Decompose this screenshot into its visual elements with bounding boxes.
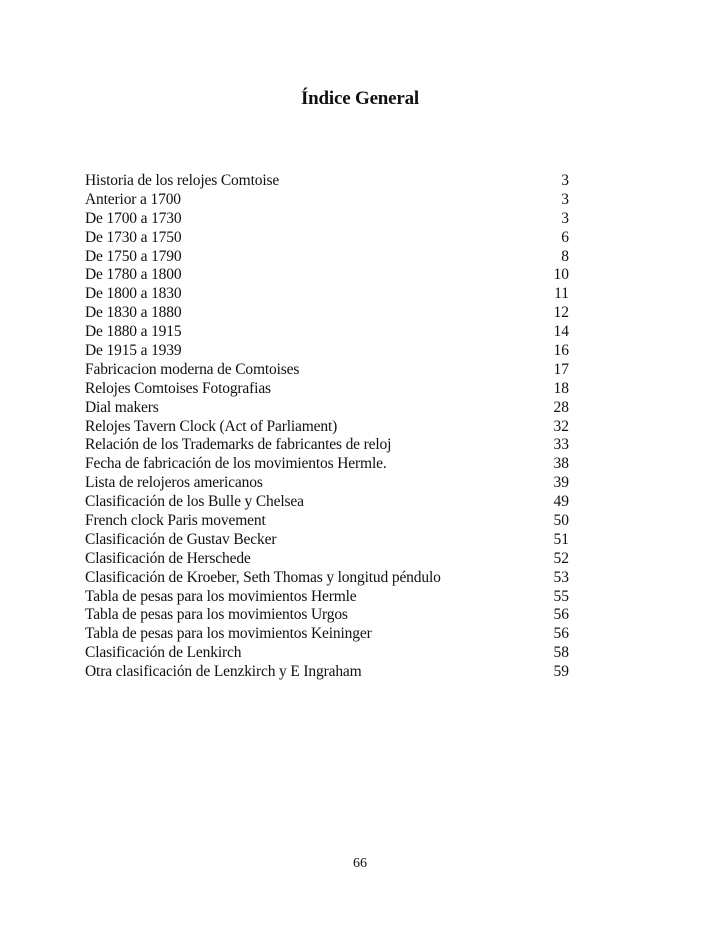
table-of-contents <box>85 172 569 682</box>
toc-entry-page: 39 <box>553 474 569 492</box>
toc-entry-label: Tabla de pesas para los movimientos Hermle <box>85 587 357 605</box>
toc-entry <box>85 210 569 229</box>
toc-entry-label: Fabricacion moderna de Comtoises <box>85 360 300 378</box>
toc-entry-label: Otra clasificación de Lenzkirch y E Ingraham <box>85 663 362 681</box>
toc-entry-page: 38 <box>553 455 569 473</box>
toc-entry-label: Dial makers <box>85 398 159 416</box>
toc-entry-label: Historia de los relojes Comtoise <box>85 172 280 189</box>
toc-entry <box>85 644 569 663</box>
toc-entry-page: 8 <box>561 247 569 265</box>
page-number: 66 <box>353 856 367 871</box>
toc-entry-page: 53 <box>553 568 569 586</box>
toc-entry-page: 28 <box>553 398 569 416</box>
toc-entry <box>85 191 569 210</box>
toc-entry <box>85 663 569 682</box>
toc-entry <box>85 229 569 248</box>
toc-entry <box>85 493 569 512</box>
toc-entry-label: Fecha de fabricación de los movimientos Hermle. <box>85 455 387 473</box>
toc-entry-page: 14 <box>553 323 569 341</box>
toc-entry-page: 16 <box>553 342 569 360</box>
toc-entry-label: De 1880 a 1915 <box>85 323 182 341</box>
toc-entry-label: Tabla de pesas para los movimientos Urgos <box>85 606 348 624</box>
toc-entry-label: De 1800 a 1830 <box>85 285 182 303</box>
toc-entry-label: Anterior a 1700 <box>85 190 181 208</box>
toc-entry-page: 3 <box>561 190 569 208</box>
toc-entry-label: French clock Paris movement <box>85 512 266 530</box>
toc-entry-label: De 1700 a 1730 <box>85 209 182 227</box>
toc-entry <box>85 380 569 399</box>
toc-entry <box>85 172 569 191</box>
toc-entry-page: 56 <box>553 606 569 624</box>
toc-entry-label: Clasificación de Lenkirch <box>85 644 242 662</box>
toc-entry-label: De 1730 a 1750 <box>85 228 182 246</box>
toc-entry-page: 12 <box>553 304 569 322</box>
toc-entry-page: 55 <box>553 587 569 605</box>
toc-entry <box>85 248 569 267</box>
toc-entry <box>85 512 569 531</box>
toc-entry-page: 33 <box>553 436 569 454</box>
toc-entry-page: 51 <box>553 530 569 548</box>
toc-entry-label: Clasificación de Kroeber, Seth Thomas y longitud péndulo <box>85 568 441 586</box>
toc-entry-page: 50 <box>553 512 569 530</box>
toc-entry-page: 52 <box>553 549 569 567</box>
toc-entry-label: De 1750 a 1790 <box>85 247 182 265</box>
toc-entry <box>85 342 569 361</box>
toc-entry-label: Tabla de pesas para los movimientos Keininger <box>85 625 372 643</box>
toc-entry-label: De 1780 a 1800 <box>85 266 182 284</box>
toc-entry-page: 10 <box>553 266 569 284</box>
toc-entry <box>85 606 569 625</box>
toc-entry <box>85 436 569 455</box>
toc-entry-page: 58 <box>553 644 569 662</box>
toc-entry-page: 17 <box>553 360 569 378</box>
toc-entry-label: De 1830 a 1880 <box>85 304 182 322</box>
toc-entry <box>85 588 569 607</box>
page-title: Índice General <box>300 88 420 109</box>
toc-entry-label: Relojes Tavern Clock (Act of Parliament) <box>85 417 338 435</box>
toc-entry-page: 11 <box>554 285 569 303</box>
toc-entry-label: Clasificación de Gustav Becker <box>85 530 277 548</box>
toc-entry-page: 32 <box>553 417 569 435</box>
toc-entry <box>85 569 569 588</box>
toc-entry-label: De 1915 a 1939 <box>85 342 182 360</box>
toc-entry <box>85 418 569 437</box>
toc-entry-page: 18 <box>553 379 569 397</box>
toc-entry <box>85 399 569 418</box>
toc-entry <box>85 304 569 323</box>
toc-entry-page: 59 <box>553 663 569 681</box>
toc-entry-label: Clasificación de Herschede <box>85 549 251 567</box>
toc-entry-page: 3 <box>561 172 569 189</box>
toc-entry <box>85 361 569 380</box>
toc-entry-label: Lista de relojeros americanos <box>85 474 263 492</box>
toc-entry <box>85 323 569 342</box>
toc-entry-page: 56 <box>553 625 569 643</box>
toc-entry-label: Relojes Comtoises Fotografias <box>85 379 271 397</box>
toc-entry-page: 49 <box>553 493 569 511</box>
toc-entry-page: 6 <box>561 228 569 246</box>
toc-entry <box>85 550 569 569</box>
toc-entry <box>85 531 569 550</box>
toc-entry <box>85 455 569 474</box>
toc-entry-label: Clasificación de los Bulle y Chelsea <box>85 493 304 511</box>
toc-entry <box>85 625 569 644</box>
toc-entry <box>85 285 569 304</box>
toc-entry-page: 3 <box>561 209 569 227</box>
toc-entry <box>85 474 569 493</box>
toc-entry-label: Relación de los Trademarks de fabricantes de reloj <box>85 436 392 454</box>
toc-entry <box>85 266 569 285</box>
